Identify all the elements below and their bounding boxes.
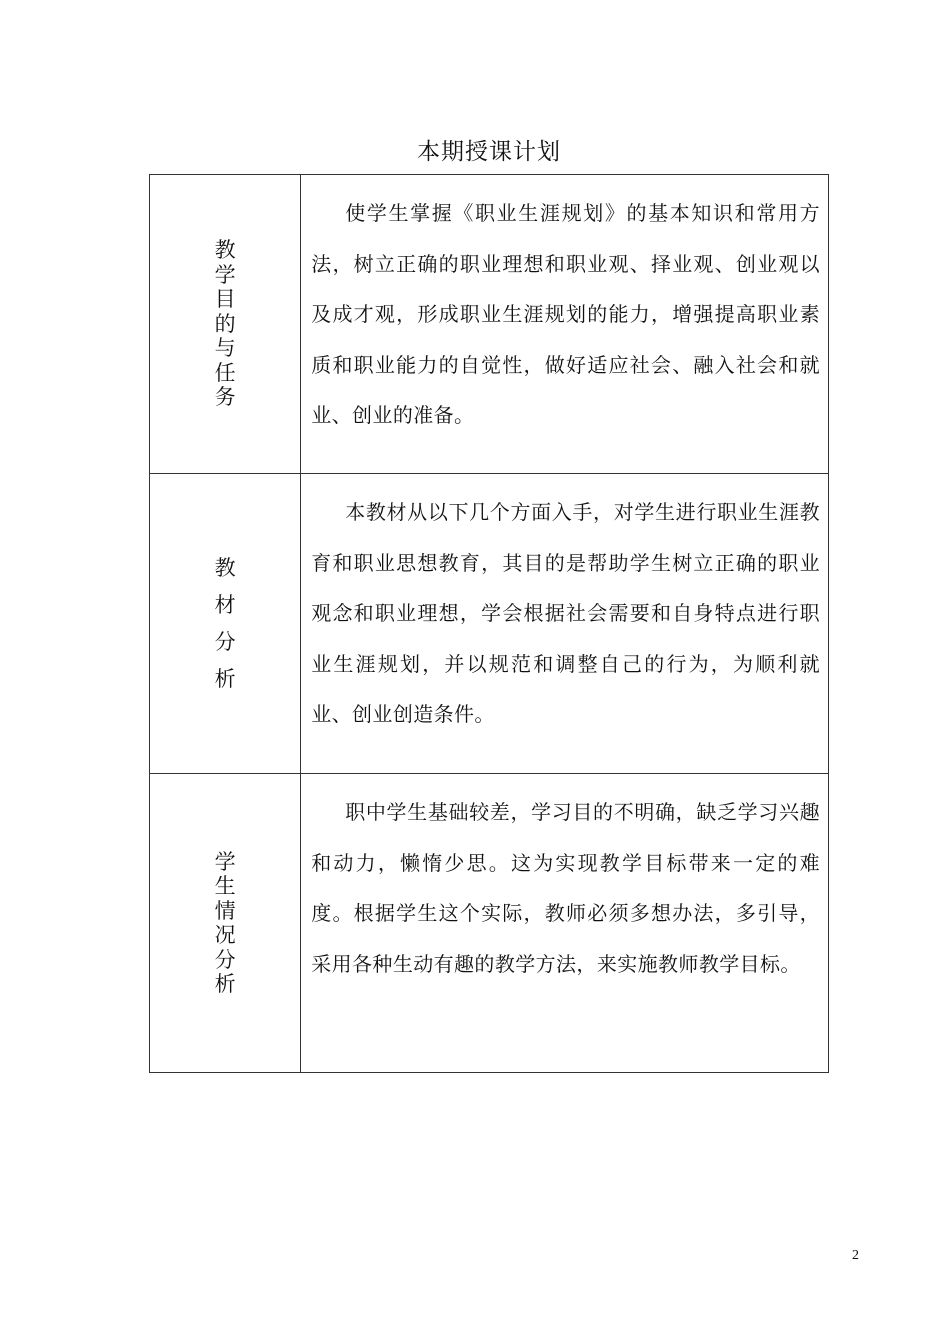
row-label-student-analysis: 学生情况分析: [214, 849, 236, 996]
teaching-plan-table: [149, 174, 829, 1073]
row-content-cell: [301, 474, 829, 774]
row-content-textbook-analysis: 本教材从以下几个方面入手，对学生进行职业生涯教育和职业思想教育，其目的是帮助学生树立正确的职业观念和职业理想，学会根据社会需要和自身特点进行职业生涯规划，并以规范和调整自己的行为，为顺利就业、创业创造条件。: [311, 500, 820, 726]
table-row-textbook-analysis: [150, 474, 829, 774]
row-content-cell: [301, 774, 829, 1073]
row-label-cell: [150, 474, 301, 774]
table-row-teaching-objectives: [150, 175, 829, 474]
row-label-teaching-objectives: 教学目的与任务: [214, 238, 236, 410]
row-label-cell: [150, 774, 301, 1073]
row-content-cell: [301, 175, 829, 474]
page-number: 2: [852, 1248, 859, 1263]
table-row-student-analysis: [150, 774, 829, 1073]
row-label-cell: [150, 175, 301, 474]
row-content-student-analysis: 职中学生基础较差，学习目的不明确，缺乏学习兴趣和动力，懒惰少思。这为实现教学目标带来一定的难度。根据学生这个实际，教师必须多想办法，多引导，采用各种生动有趣的教学方法，来实施教师教学目标。: [311, 800, 820, 976]
row-label-textbook-analysis: 教材分析: [214, 555, 236, 691]
row-content-teaching-objectives: 使学生掌握《职业生涯规划》的基本知识和常用方法，树立正确的职业理想和职业观、择业观、创业观以及成才观，形成职业生涯规划的能力，增强提高职业素质和职业能力的自觉性，做好适应社会、融入社会和就业、创业的准备。: [311, 201, 820, 427]
page-title: 本期授课计划: [417, 139, 561, 165]
